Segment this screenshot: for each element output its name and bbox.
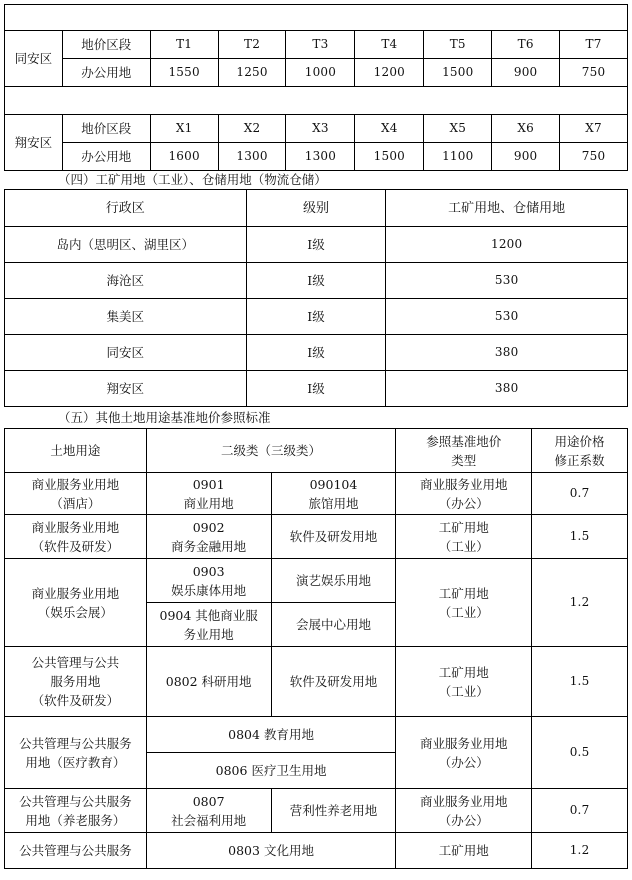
price-value: 1200 [386,227,628,263]
district-cell: 同安区 [5,31,63,87]
district-cell: 翔安区 [5,371,247,407]
column-header: 参照基准地价 类型 [396,429,532,473]
blank-row [5,87,628,115]
table-row [5,371,628,407]
row-label: 办公用地 [62,59,150,87]
table-row [5,31,628,59]
price-value: 1500 [424,59,492,87]
table-row [5,647,628,717]
table-row [5,115,628,143]
table-row [5,263,628,299]
column-header: 级别 [246,190,386,227]
tertiary-class-cell: 软件及研发用地 [271,647,396,717]
segment-code: T7 [560,31,628,59]
secondary-class-cell: 0901 商业用地 [146,473,271,515]
segment-code: T1 [150,31,218,59]
secondary-class-cell: 0803 文化用地 [146,833,396,869]
segment-code: T5 [424,31,492,59]
level-cell: Ⅰ级 [246,227,386,263]
table-row [5,227,628,263]
other-land-use-reference-table [4,428,628,869]
segment-code: T3 [286,31,355,59]
land-use-cell: 商业服务业用地 （软件及研发） [5,515,147,559]
coefficient-cell: 1.2 [532,559,628,647]
price-value: 1300 [286,143,355,171]
price-value: 1000 [286,59,355,87]
table-row [5,717,628,753]
segment-code: X1 [150,115,218,143]
secondary-class-cell: 0804 教育用地 [146,717,396,753]
price-value: 380 [386,371,628,407]
segment-code: X7 [560,115,628,143]
segment-code: X2 [218,115,286,143]
price-value: 1250 [218,59,286,87]
price-value: 1100 [424,143,492,171]
tertiary-class-cell: 会展中心用地 [271,603,396,647]
level-cell: Ⅰ级 [246,299,386,335]
secondary-class-cell: 0902 商务金融用地 [146,515,271,559]
level-cell: Ⅰ级 [246,335,386,371]
table-row [5,515,628,559]
coefficient-cell: 1.5 [532,515,628,559]
coefficient-cell: 1.5 [532,647,628,717]
office-land-price-table [4,4,628,171]
price-value: 750 [560,59,628,87]
column-header: 二级类（三级类） [146,429,396,473]
price-value: 1550 [150,59,218,87]
column-header: 行政区 [5,190,247,227]
section-5-caption: （五）其他土地用途基准地价参照标准 [58,410,271,425]
tertiary-class-cell: 营利性养老用地 [271,789,396,833]
district-cell: 岛内（思明区、湖里区） [5,227,247,263]
price-value: 900 [492,59,560,87]
table-row [5,143,628,171]
table-row [5,299,628,335]
secondary-class-cell: 0807 社会福利用地 [146,789,271,833]
tertiary-class-cell: 090104 旅馆用地 [271,473,396,515]
table-header-row [5,190,628,227]
reference-type-cell: 商业服务业用地 （办公） [396,717,532,789]
price-value: 900 [492,143,560,171]
table-row [5,335,628,371]
price-value: 1300 [218,143,286,171]
reference-type-cell: 工矿用地 （工业） [396,647,532,717]
segment-code: X6 [492,115,560,143]
reference-type-cell: 工矿用地 [396,833,532,869]
price-value: 530 [386,299,628,335]
price-value: 1500 [355,143,424,171]
table-row [5,789,628,833]
row-label: 地价区段 [62,115,150,143]
table-header-row [5,429,628,473]
reference-type-cell: 商业服务业用地 （办公） [396,473,532,515]
segment-code: T6 [492,31,560,59]
table-row [5,833,628,869]
industrial-storage-table [4,189,628,407]
secondary-class-cell: 0802 科研用地 [146,647,271,717]
reference-type-cell: 工矿用地 （工业） [396,515,532,559]
price-value: 1200 [355,59,424,87]
reference-type-cell: 工矿用地 （工业） [396,559,532,647]
column-header: 工矿用地、仓储用地 [386,190,628,227]
land-use-cell: 商业服务业用地 （娱乐会展） [5,559,147,647]
secondary-class-cell: 0806 医疗卫生用地 [146,753,396,789]
table-row [5,473,628,515]
tertiary-class-cell: 演艺娱乐用地 [271,559,396,603]
district-cell: 海沧区 [5,263,247,299]
level-cell: Ⅰ级 [246,371,386,407]
price-value: 1600 [150,143,218,171]
land-use-cell: 公共管理与公共服务 用地（养老服务） [5,789,147,833]
coefficient-cell: 0.7 [532,789,628,833]
price-value: 750 [560,143,628,171]
district-cell: 同安区 [5,335,247,371]
column-header: 用途价格 修正系数 [532,429,628,473]
coefficient-cell: 1.2 [532,833,628,869]
row-label: 办公用地 [62,143,150,171]
table-row [5,59,628,87]
row-label: 地价区段 [62,31,150,59]
land-use-cell: 公共管理与公共 服务用地 （软件及研发） [5,647,147,717]
column-header: 土地用途 [5,429,147,473]
district-cell: 集美区 [5,299,247,335]
segment-code: T2 [218,31,286,59]
price-value: 530 [386,263,628,299]
coefficient-cell: 0.7 [532,473,628,515]
land-use-cell: 公共管理与公共服务 用地（医疗教育） [5,717,147,789]
secondary-class-cell: 0903 娱乐康体用地 [146,559,271,603]
land-use-cell: 公共管理与公共服务 [5,833,147,869]
tertiary-class-cell: 软件及研发用地 [271,515,396,559]
segment-code: T4 [355,31,424,59]
section-4-caption: （四）工矿用地（工业）、仓储用地（物流仓储） [58,172,327,187]
segment-code: X4 [355,115,424,143]
segment-code: X3 [286,115,355,143]
table-row [5,559,628,603]
secondary-class-cell: 0904 其他商业服 务业用地 [146,603,271,647]
level-cell: Ⅰ级 [246,263,386,299]
segment-code: X5 [424,115,492,143]
price-value: 380 [386,335,628,371]
coefficient-cell: 0.5 [532,717,628,789]
district-cell: 翔安区 [5,115,63,171]
blank-row [5,5,628,31]
reference-type-cell: 商业服务业用地 （办公） [396,789,532,833]
land-use-cell: 商业服务业用地 （酒店） [5,473,147,515]
